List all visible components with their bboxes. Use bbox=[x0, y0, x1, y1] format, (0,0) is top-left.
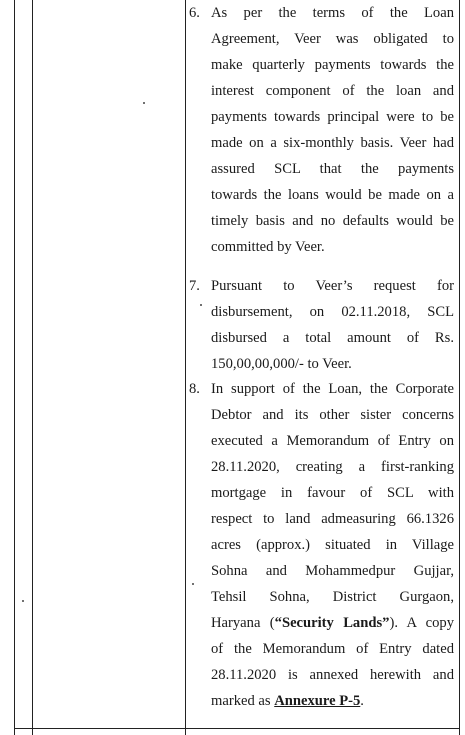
text-line: made on a six-monthly basis. Veer had bbox=[211, 135, 454, 151]
text-line: mortgage in favour of SCL with bbox=[211, 485, 454, 501]
table-border-right bbox=[459, 0, 460, 735]
text-line: 150,00,00,000/- to Veer. bbox=[211, 356, 352, 372]
text-line: committed by Veer. bbox=[211, 239, 325, 255]
text-fragment: Haryana ( bbox=[211, 615, 275, 631]
scan-speck bbox=[143, 102, 145, 104]
text-line: Agreement, Veer was obligated to bbox=[211, 31, 454, 47]
text-fragment: ). A copy bbox=[389, 615, 454, 631]
text-line: Sohna and Mohammedpur Gujjar, bbox=[211, 563, 454, 579]
text-line: disbursed a total amount of Rs. bbox=[211, 330, 454, 346]
table-bottom-border bbox=[14, 728, 459, 729]
text-line: As per the terms of the Loan bbox=[211, 5, 454, 21]
text-line: disbursement, on 02.11.2018, SCL bbox=[211, 304, 454, 320]
table-column-divider-1 bbox=[32, 0, 33, 735]
scan-speck bbox=[200, 304, 202, 306]
text-line: of the Memorandum of Entry dated bbox=[211, 641, 454, 657]
text-line-security-lands bbox=[211, 610, 454, 636]
table-border-left bbox=[14, 0, 15, 735]
text-line: executed a Memorandum of Entry on bbox=[211, 433, 454, 449]
text-line: In support of the Loan, the Corporate bbox=[211, 381, 454, 397]
text-line: Tehsil Sohna, District Gurgaon, bbox=[211, 589, 454, 605]
text-line: Debtor and its other sister concerns bbox=[211, 407, 454, 423]
scan-speck bbox=[22, 600, 24, 602]
text-line: acres (approx.) situated in Village bbox=[211, 537, 454, 553]
paragraph-number: 8. bbox=[189, 381, 200, 397]
text-line-annexure bbox=[211, 688, 454, 714]
table-column-divider-2 bbox=[185, 0, 186, 735]
scan-speck bbox=[192, 583, 194, 585]
text-line: payments towards principal were to be bbox=[211, 109, 454, 125]
text-line: make quarterly payments towards the bbox=[211, 57, 454, 73]
text-line: interest component of the loan and bbox=[211, 83, 454, 99]
text-line: Pursuant to Veer’s request for bbox=[211, 278, 454, 294]
text-line: 28.11.2020, creating a first-ranking bbox=[211, 459, 454, 475]
text-line: towards the loans would be made on a bbox=[211, 187, 454, 203]
annexure-reference: Annexure P-5 bbox=[274, 693, 361, 709]
text-line: assured SCL that the payments bbox=[211, 161, 454, 177]
text-fragment: . bbox=[360, 693, 364, 709]
text-line: 28.11.2020 is annexed herewith and bbox=[211, 667, 454, 683]
paragraph-number: 7. bbox=[189, 278, 200, 294]
paragraph-number: 6. bbox=[189, 5, 200, 21]
text-line: timely basis and no defaults would be bbox=[211, 213, 454, 229]
defined-term-security-lands: “Security Lands” bbox=[274, 615, 390, 631]
text-line: respect to land admeasuring 66.1326 bbox=[211, 511, 454, 527]
text-fragment: marked as bbox=[211, 693, 275, 709]
